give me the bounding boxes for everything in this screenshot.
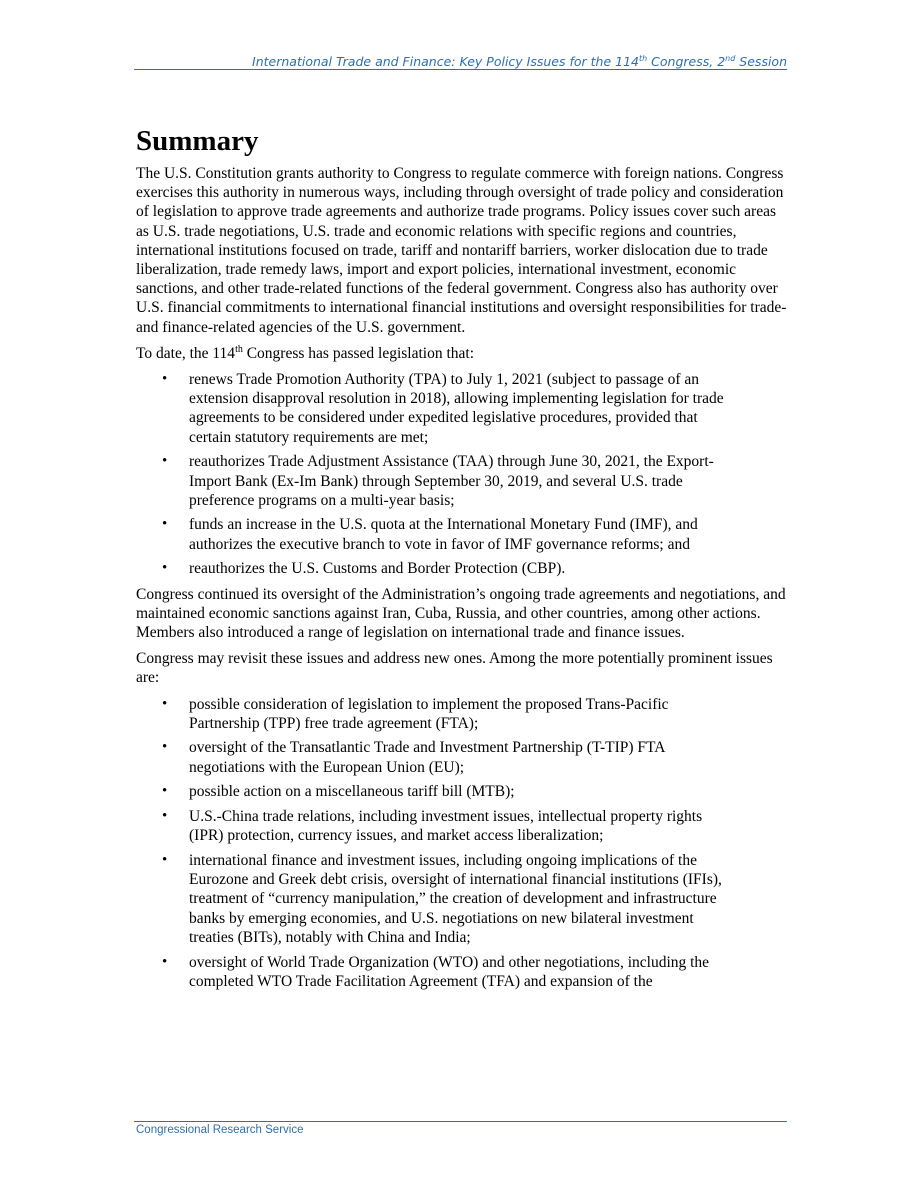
list-item: • U.S.-China trade relations, including investment issues, intellectual property rights (IPR) protection, currency issues, and market access liberalization; [189, 807, 734, 845]
issues-list [136, 695, 792, 991]
header-text-part3: Session [735, 54, 787, 69]
list-item: • reauthorizes the U.S. Customs and Border Protection (CBP). [189, 559, 734, 578]
list-item: • funds an increase in the U.S. quota at the International Monetary Fund (IMF), and authorizes the executive branch to vote in favor of IMF governance reforms; and [189, 515, 734, 553]
header-rule [134, 69, 787, 70]
to-date-superscript: th [235, 343, 243, 355]
list-item: • international finance and investment issues, including ongoing implications of the Eurozone and Greek debt crisis, oversight of international financial institutions (IFIs), treatment of “currency manipulation,” the creation of development and infrastructure banks by emerging economies, and U.S. negotiations on new bilateral investment treaties (BITs), notably with China and India; [189, 851, 734, 947]
header-text-part1: International Trade and Finance: Key Policy Issues for the 114 [252, 54, 639, 69]
list-item: • renews Trade Promotion Authority (TPA) to July 1, 2021 (subject to passage of an extension disapproval resolution in 2018), allowing implementing legislation for trade agreements to be considered under expedited legislative procedures, provided that certain statutory requirements are met; [189, 370, 734, 447]
to-date-text-part1: To date, the 114 [136, 344, 236, 362]
running-header [134, 54, 787, 70]
paragraph-intro: The U.S. Constitution grants authority to Congress to regulate commerce with foreign nations. Congress exercises this authority in numerous ways, including through oversight of trade policy and consideration of legislation to approve trade agreements and authorize trade programs. Policy issues cover such areas as U.S. trade negotiations, U.S. trade and economic relations with specific regions and countries, international institutions focused on trade, tariff and nontariff barriers, worker dislocation due to trade liberalization, trade remedy laws, import and export policies, international investment, economic sanctions, and other trade-related functions of the federal government. Congress also has authority over U.S. financial commitments to international financial institutions and oversight responsibilities for trade- and finance-related agencies of the U.S. government. [136, 165, 787, 336]
paragraph-issues-intro: Congress may revisit these issues and address new ones. Among the more potentially prominent issues are: [136, 650, 773, 687]
main-content [136, 123, 792, 997]
list-item: • possible action on a miscellaneous tariff bill (MTB); [189, 782, 734, 801]
paragraph-oversight: Congress continued its oversight of the Administration’s ongoing trade agreements and negotiations, and maintained economic sanctions against Iran, Cuba, Russia, and other countries, among other actions. Members also introduced a range of legislation on international trade and finance issues. [136, 585, 786, 641]
footer-text: Congressional Research Service [136, 1124, 304, 1136]
header-text-part2: Congress, 2 [647, 54, 726, 69]
paragraph-to-date [136, 344, 792, 363]
list-item: • reauthorizes Trade Adjustment Assistance (TAA) through June 30, 2021, the Export-Import Bank (Ex-Im Bank) through September 30, 2019, and several U.S. trade preference programs on a multi-year basis; [189, 452, 734, 510]
to-date-text-part2: Congress has passed legislation that: [242, 344, 475, 362]
list-item: • possible consideration of legislation to implement the proposed Trans-Pacific Partnership (TPP) free trade agreement (FTA); [189, 695, 734, 733]
footer-rule [134, 1121, 787, 1122]
legislation-list [136, 370, 792, 579]
header-superscript-2: nd [725, 53, 736, 63]
header-superscript-1: th [638, 53, 648, 63]
section-heading: Summary [136, 125, 259, 157]
list-item: • oversight of World Trade Organization (WTO) and other negotiations, including the completed WTO Trade Facilitation Agreement (TFA) and expansion of the [189, 953, 734, 991]
list-item: • oversight of the Transatlantic Trade and Investment Partnership (T-TIP) FTA negotiations with the European Union (EU); [189, 738, 734, 776]
